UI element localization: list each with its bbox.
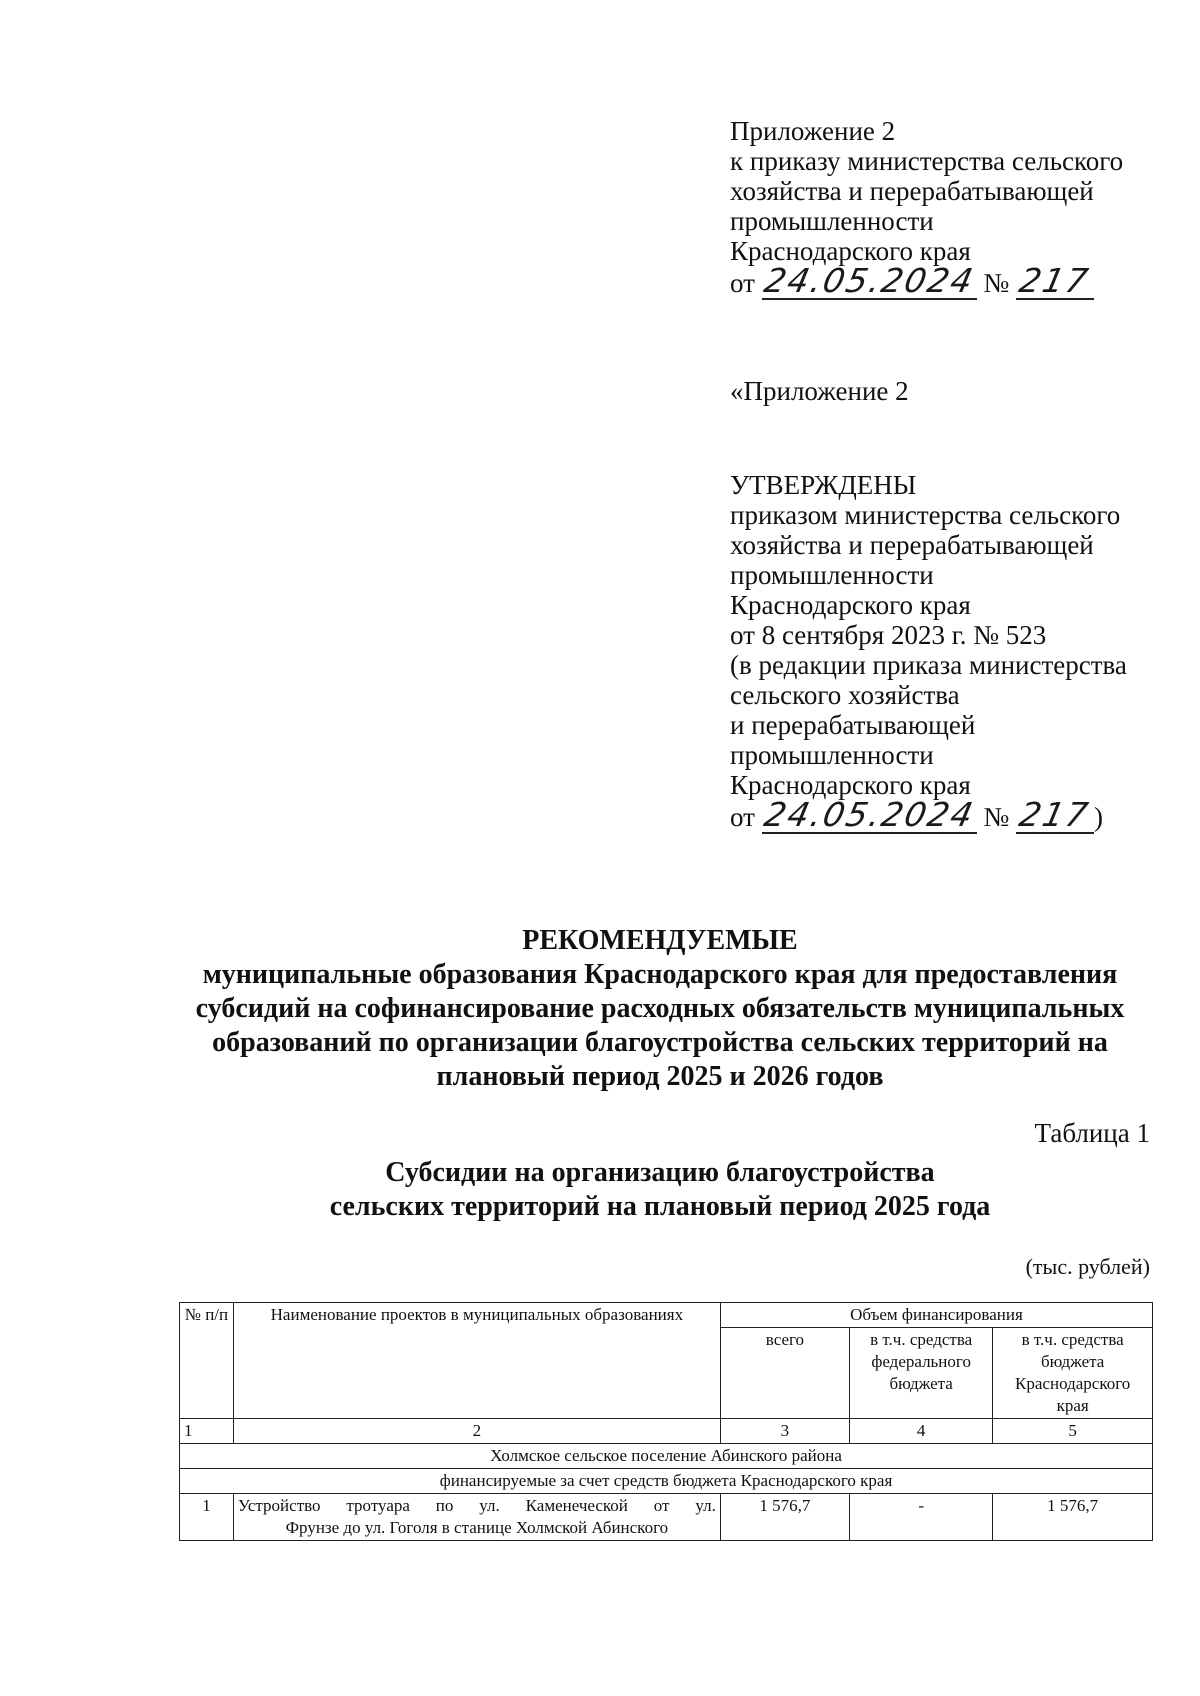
appendix-line: Краснодарского края — [730, 236, 971, 266]
column-number: 4 — [849, 1419, 992, 1444]
column-number: 1 — [180, 1419, 234, 1444]
header-number: № п/п — [180, 1303, 234, 1419]
units-label: (тыс. рублей) — [1025, 1254, 1150, 1279]
table-label: Таблица 1 — [1034, 1118, 1150, 1148]
subtitle-line: плановый период 2025 и 2026 годов — [436, 1061, 884, 1092]
appendix-line: хозяйства и перерабатывающей — [730, 176, 1094, 206]
column-number: 5 — [993, 1419, 1153, 1444]
header-total: всего — [720, 1328, 849, 1419]
subtitle-line: образований по организации благоустройства сельских территорий на — [212, 1027, 1108, 1058]
approved-date-line — [730, 795, 1170, 834]
quoted-appendix-block — [730, 376, 1170, 406]
section-row — [180, 1444, 1153, 1469]
number-label: № — [983, 802, 1010, 832]
row-total: 1 576,7 — [720, 1494, 849, 1541]
appendix-date-line — [730, 261, 1170, 300]
row-regional: 1 576,7 — [993, 1494, 1153, 1541]
table-header-row — [180, 1303, 1153, 1328]
financing-table — [179, 1302, 1153, 1541]
approved-line: сельского хозяйства — [730, 680, 960, 710]
project-name-line: Фрунзе до ул. Гоголя в станице Холмской Абинского — [285, 1518, 669, 1537]
appendix-block — [730, 116, 1170, 300]
approved-line: (в редакции приказа министерства — [730, 650, 1127, 680]
table-title — [160, 1156, 1160, 1224]
column-number: 2 — [233, 1419, 720, 1444]
subsection-row — [180, 1469, 1153, 1494]
appendix-line: к приказу министерства сельского — [730, 146, 1124, 176]
row-project-name — [233, 1494, 720, 1541]
row-federal: - — [849, 1494, 992, 1541]
from-label: от — [730, 802, 755, 832]
handwritten-number: 217 — [1016, 795, 1094, 834]
quoted-appendix-title: «Приложение 2 — [730, 376, 909, 406]
column-number: 3 — [720, 1419, 849, 1444]
approved-block — [730, 470, 1170, 834]
table-row — [180, 1494, 1153, 1541]
header-regional: в т.ч. средства бюджета Краснодарского края — [993, 1328, 1153, 1419]
approved-title: УТВЕРЖДЕНЫ — [730, 470, 917, 500]
number-field — [1016, 795, 1094, 834]
subsection-title: финансируемые за счет средств бюджета Краснодарского края — [180, 1469, 1153, 1494]
appendix-title: Приложение 2 — [730, 116, 896, 146]
from-label: от — [730, 268, 755, 298]
handwritten-date: 24.05.2024 — [760, 795, 978, 834]
header-project-name: Наименование проектов в муниципальных образованиях — [233, 1303, 720, 1419]
project-name-line: Устройство тротуара по ул. Каменеческой от ул. — [237, 1496, 716, 1515]
table-title-line: Субсидии на организацию благоустройства — [385, 1157, 935, 1188]
approved-line: Краснодарского края — [730, 590, 971, 620]
header-funding: Объем финансирования — [720, 1303, 1152, 1328]
approved-line: промышленности — [730, 740, 934, 770]
handwritten-number: 217 — [1016, 261, 1094, 300]
table-title-line: сельских территорий на плановый период 2025 года — [329, 1191, 991, 1222]
number-label: № — [983, 268, 1010, 298]
appendix-line: промышленности — [730, 206, 934, 236]
subtitle-line: муниципальные образования Краснодарского края для предоставления — [202, 959, 1118, 990]
approved-line: и перерабатывающей — [730, 710, 976, 740]
document-subtitle — [160, 958, 1160, 1094]
header-federal: в т.ч. средства федерального бюджета — [849, 1328, 992, 1419]
handwritten-date: 24.05.2024 — [760, 261, 978, 300]
approved-line: Краснодарского края — [730, 770, 971, 800]
date-field — [760, 261, 978, 300]
subtitle-line: субсидий на софинансирование расходных обязательств муниципальных — [195, 993, 1125, 1024]
row-number: 1 — [180, 1494, 234, 1541]
approved-line: хозяйства и перерабатывающей — [730, 530, 1094, 560]
approved-line: от 8 сентября 2023 г. № 523 — [730, 620, 1047, 650]
date-field — [760, 795, 978, 834]
document-title: РЕКОМЕНДУЕМЫЕ — [522, 925, 798, 956]
approved-line: промышленности — [730, 560, 934, 590]
number-field — [1016, 261, 1094, 300]
section-title: Холмское сельское поселение Абинского района — [180, 1444, 1153, 1469]
column-number-row — [180, 1419, 1153, 1444]
approved-line: приказом министерства сельского — [730, 500, 1121, 530]
closing-paren: ) — [1093, 802, 1103, 832]
